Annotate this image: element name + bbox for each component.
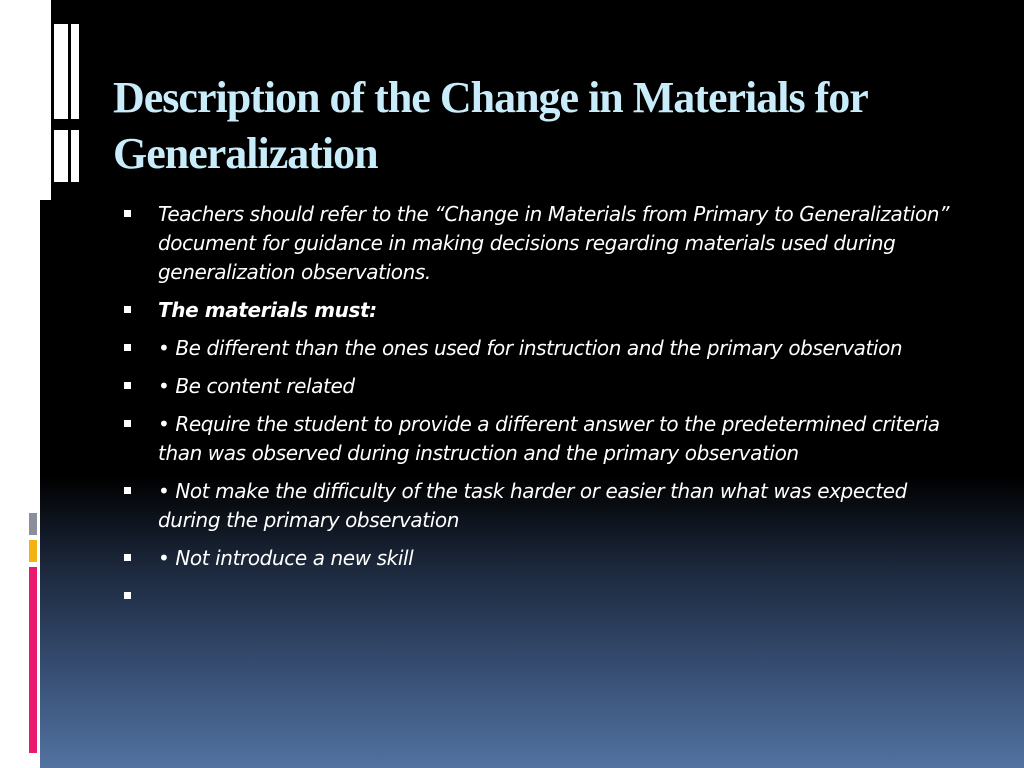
pane-block (71, 24, 79, 119)
bullet-text: The materials must: (158, 298, 377, 322)
accent-bar-gray (29, 513, 37, 535)
square-bullet-icon (124, 420, 131, 427)
pane-bar (40, 0, 48, 200)
bullet-item (120, 410, 970, 468)
bullet-list (120, 200, 970, 620)
bullet-item (120, 544, 970, 573)
bullet-item (120, 334, 970, 363)
bullet-text: • Not introduce a new skill (158, 546, 414, 570)
square-bullet-icon (124, 487, 131, 494)
bullet-item (120, 372, 970, 401)
square-bullet-icon (124, 210, 131, 217)
slide-title: Description of the Change in Materials for Generalization (113, 73, 867, 178)
pane-block (71, 130, 79, 182)
pane-bar (48, 0, 51, 200)
bullet-text: Teachers should refer to the “Change in Materials from Primary to Generalization” document for guidance in making decisions regarding materials used during generalization observations. (158, 202, 950, 284)
bullet-item (120, 296, 970, 325)
bullet-text: • Be different than the ones used for instruction and the primary observation (158, 336, 903, 360)
square-bullet-icon (124, 554, 131, 561)
left-margin-strip (0, 0, 40, 768)
window-pane-decoration (40, 0, 100, 200)
accent-bar-gold (29, 540, 37, 562)
bullet-text: • Not make the difficulty of the task harder or easier than what was expected during the primary observation (158, 479, 907, 532)
accent-bar-pink (29, 567, 37, 753)
bullet-text: • Require the student to provide a different answer to the predetermined criteria than was observed during instruction and the primary observation (158, 412, 940, 465)
bullet-text: • Be content related (158, 374, 355, 398)
pane-block (54, 24, 68, 119)
pane-block (54, 130, 68, 182)
square-bullet-icon (124, 382, 131, 389)
square-bullet-icon (124, 592, 131, 599)
bullet-item (120, 200, 970, 287)
square-bullet-icon (124, 306, 131, 313)
bullet-item (120, 582, 970, 611)
bullet-item (120, 477, 970, 535)
square-bullet-icon (124, 344, 131, 351)
